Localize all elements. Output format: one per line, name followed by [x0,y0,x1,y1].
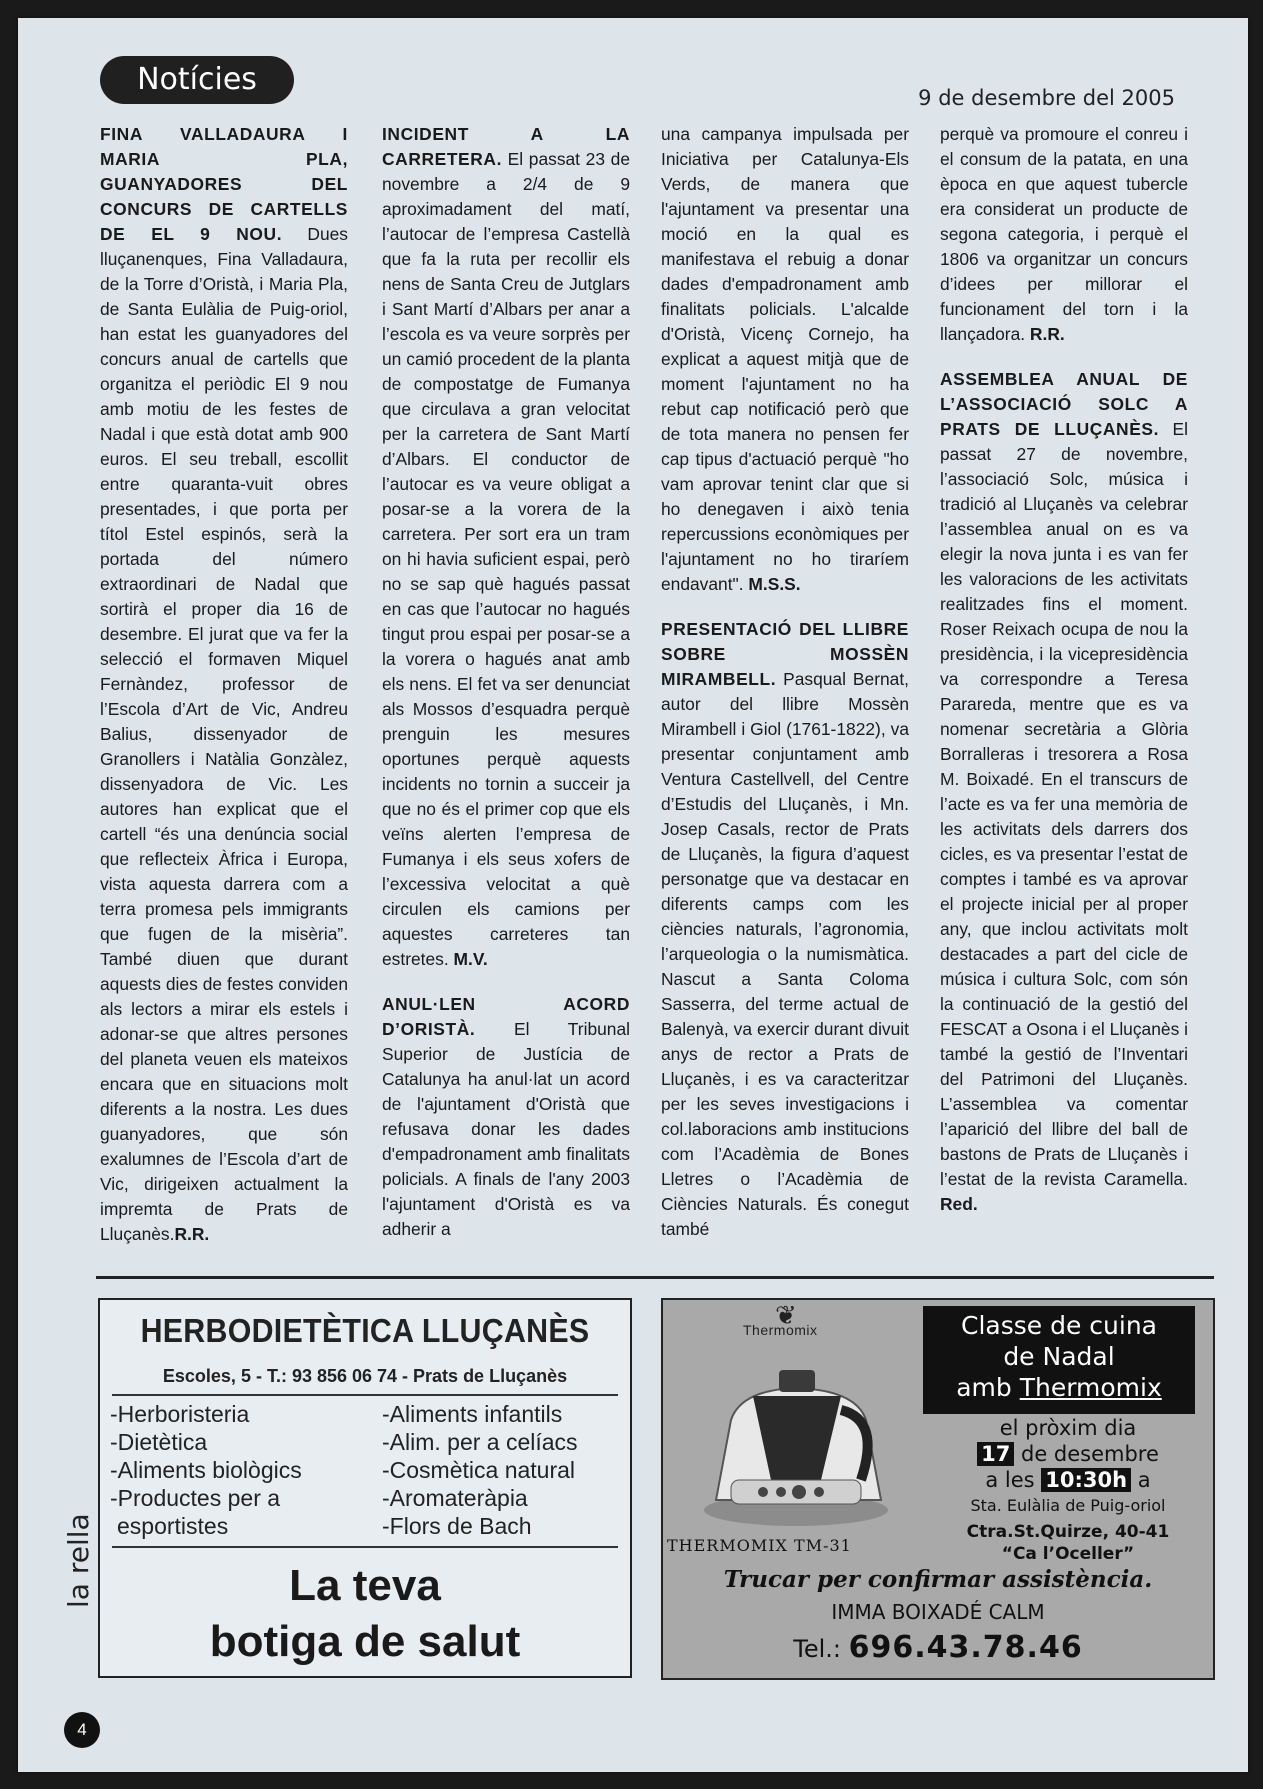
event-place: Sta. Eulàlia de Puig-oriol [970,1496,1166,1515]
event-house: “Ca l’Oceller” [1001,1544,1135,1564]
headline: INCIDENT A LA CARRETERA. [382,124,630,169]
thermomix-ad [661,1298,1215,1680]
newspaper-page [18,18,1248,1772]
rsvp-text: Trucar per confirmar assistència. [723,1566,1153,1593]
brand-logo-text: Thermomix [743,1322,818,1338]
ad-slogan [100,1558,630,1670]
event-title-line: de Nadal [1003,1342,1115,1371]
phone-label: Tel.: [793,1635,849,1663]
page-number: 4 [64,1712,100,1748]
list-item: -Productes per a [110,1485,281,1511]
thermomix-logo-icon: ❦ [775,1300,797,1330]
article-solc [940,367,1188,1217]
event-time-prefix: a les [985,1468,1042,1492]
article-body: una campanya impulsada per Iniciativa per Catalunya-Els Verds, de manera que l'ajuntament va presentar una moció en la qual es manifestava el rebuig a donar dades d'empadronament amb finalitats policials. L'alcalde d'Oristà, Vicenç Cornejo, ha explicat a aquest mitjà que de moment l'ajuntament no ha rebut cap notificació però que de tota manera no pensen fer cap tipus d'actuació perquè "ho vam aprovar tenint clar que si ho denegaven i això tenia repercussions econòmiques per l'ajuntament no ho tiraríem endavant". [661,124,909,594]
ad-divider-bottom [112,1546,618,1548]
list-item: -Cosmètica natural [382,1457,576,1483]
slogan-line: La teva [289,1561,441,1610]
list-item: -Alim. per a celíacs [382,1429,578,1455]
ad-address: Escoles, 5 - T.: 93 856 06 74 - Prats de Lluçanès [162,1366,568,1386]
article-body: El Tribunal Superior de Justícia de Catalunya ha anul·lat un acord de l'ajuntament d'Oristà que refusava donar les dades d'empadronament amb finalitats policials. A finals de l'any 2003 l'ajuntament d'Oristà es va adherir a [382,1019,630,1239]
phone-number: 696.43.78.46 [848,1630,1083,1665]
article-body: perquè va promoure el conreu i el consum de la patata, en una època en que aquest tubercle era considerat un producte de segona categoria, i perquè el 1806 va organitzar un concurs d’idees per millorar el funcionament del torn i la llançadora. [940,124,1188,344]
column-3 [661,122,909,1292]
signature: R.R. [1029,324,1065,344]
slogan-line: botiga de salut [209,1617,521,1666]
article-body: Dues lluçanenques, Fina Valladaura, de la Torre d’Oristà, i Maria Pla, de Santa Eulàlia de Puig-oriol, han estat les guanyadores del concurs anual de cartells que organitza el periòdic El 9 nou amb motiu de les festes de Nadal i que està dotat amb 900 euros. El seu treball, escollit entre quaranta-vuit obres presentades, i que porta per títol Estel espinós, serà la portada del número extraordinari de Nadal que sortirà el proper dia 16 de desembre. El jurat que va fer la selecció el formaven Miquel Fernàndez, professor de l’Escola d’Art de Vic, Andreu Balius, dissenyador de Granollers i Natàlia Gonzàlez, dissenyadora de Vic. Les autores han explicat que el cartell “és una denúncia social que reflecteix Àfrica i Europa, vista aquesta darrera com a terra promesa pels immigrants que fugen de la misèria”. També diuen que durant aquests dies de festes conviden als lectors a mirar els estels i adonar-se que altres persones del planeta veuen els mateixos encara que en situacions molt diferents a la nostra. Les dues guanyadores, que són exalumnes de l’Escola d’art de Vic, dirigeixen actualment la impremta de Prats de Lluçanès. [100,224,348,1244]
list-item: -Dietètica [110,1429,208,1455]
product-model: THERMOMIX TM-31 [667,1536,852,1555]
list-item: -Aliments infantils [382,1401,563,1427]
article-mirambell [661,617,909,1242]
article-incident [382,122,630,972]
event-date [923,1442,1213,1466]
section-divider [96,1276,1214,1279]
article-body: El passat 27 de novembre, l’associació Solc, música i tradició al Lluçanès va celebrar l’assemblea anual on es va elegir la nova junta i es van fer les valoracions de les activitats realitzades fins el moment. Roser Reixach ocupa de nou la presidència, i la vicepresidència va correspondre a Teresa Parareda, mentre que es va nomenar secretària a Glòria Borralleras i tresorera a Rosa M. Boixadé. En el transcurs de l’acte es va fer una memòria de les activitats dels darrers dos cicles, es va presentar l’estat de comptes i també es va aprovar el projecte inicial per al proper any, que inclou activitats molt destacades a part del cicle de música i cultura Solc, com són la continuació de la gestió del FESCAT a Osona i el Lluçanès i també la gestió de l’Inventari del Patrimoni del Lluçanès. L’assemblea va comentar l’aparició del llibre del ball de bastons de Prats de Lluçanès i l’estat de la revista Caramella. [940,419,1188,1189]
column-2 [382,122,630,1292]
contact-name: IMMA BOIXADÉ CALM [831,1600,1045,1624]
event-day: 17 [977,1442,1014,1466]
event-road: Ctra.St.Quirze, 40-41 [966,1522,1170,1542]
headline: ANUL·LEN ACORD D’ORISTÀ. [382,994,630,1039]
list-item: -Aliments biològics [110,1457,302,1483]
event-next-label: el pròxim dia [999,1416,1137,1440]
event-time-value: 10:30h [1041,1468,1131,1492]
column-1 [100,122,348,1292]
list-item: esportistes [117,1513,229,1539]
event-time-suffix: a [1131,1468,1151,1492]
signature: Red. [940,1194,978,1214]
article-mirambell-continued [940,122,1188,347]
event-title-line: Classe de cuina [961,1311,1157,1340]
signature: M.S.S. [748,574,801,594]
article-orista [382,992,630,1242]
list-item: -Herboristeria [110,1401,250,1427]
magazine-name: la rella [62,1513,95,1608]
event-month: de desembre [1014,1442,1159,1466]
event-title-prefix: amb [956,1373,1020,1402]
column-4 [940,122,1188,1292]
ad-divider-top [112,1394,618,1396]
event-title-line [923,1372,1195,1403]
article-body: El passat 23 de novembre a 2/4 de 9 aproximadament del matí, l’autocar de l’empresa Castellà que fa la ruta per recollir els nens de Santa Creu de Jutglars i Sant Martí d’Albars per anar a l’escola es va veure sorprès per un camió procedent de la planta de compostatge de Fumanya que circulava a gran velocitat per la carretera de Sant Martí d’Albars. El conductor de l’autocar es va veure obligat a posar-se a la vorera de la carretera. Per sort era un tram on hi havia suficient espai, però no se sap què hagués passat en cas que l’autocar no hagués tingut prou espai per posar-se a la vorera o hagués anat amb els nens. El fet va ser denunciat als Mossos d’esquadra perquè prenguin les mesures oportunes perquè aquests incidents no tornin a succeir ja que no és el primer cop que els veïns alerten l’empresa de Fumanya i els seus xofers de l’excessiva velocitat a què circulen els camions per aquestes carreteres tan estretes. [382,149,630,969]
list-item: -Flors de Bach [382,1513,532,1539]
headline: FINA VALLADAURA I MARIA PLA, GUANYADORES DEL CONCURS DE CARTELLS DE EL 9 NOU. [100,124,348,244]
article-valladaura [100,122,348,1247]
signature: R.R. [174,1224,210,1244]
ad-title: HERBODIETÈTICA LLUÇANÈS [140,1312,590,1349]
headline: ASSEMBLEA ANUAL DE L’ASSOCIACIÓ SOLC A PRATS DE LLUÇANÈS. [940,369,1188,439]
event-title-box [923,1306,1195,1414]
article-body: Pasqual Bernat, autor del llibre Mossèn Mirambell i Giol (1761-1822), va presentar conjuntament amb Ventura Castellvell, del Centre d’Estudis del Lluçanès, i Mn. Josep Casals, rector de Prats de Lluçanès, la figura d’aquest personatge que va destacar en diferents camps com les ciències naturals, l’agronomia, l’arqueologia o la numismàtica. Nascut a Santa Coloma Sasserra, del terme actual de Balenyà, va exercir durant divuit anys de rector a Prats de Lluçanès, i es va caracteritzar per les seves investigacions i col.laboracions amb institucions com l’Acadèmia de Bones Lletres o l’Acadèmia de Ciències Naturals. És conegut també [661,669,909,1239]
signature: M.V. [453,949,488,969]
article-orista-continued [661,122,909,597]
contact-phone [663,1630,1213,1665]
headline: PRESENTACIÓ DEL LLIBRE SOBRE MOSSÈN MIRAMBELL. [661,619,909,689]
herbodietetica-ad [98,1298,632,1678]
event-title-brand: Thermomix [1019,1373,1162,1402]
list-item: -Aromateràpia [382,1485,528,1511]
publication-date: 9 de desembre del 2005 [918,86,1175,110]
event-time [923,1468,1213,1492]
ad-product-list-left [110,1400,302,1540]
ad-product-list-right [382,1400,578,1540]
section-label: Notícies [100,56,294,104]
thermomix-appliance-image [691,1350,901,1530]
